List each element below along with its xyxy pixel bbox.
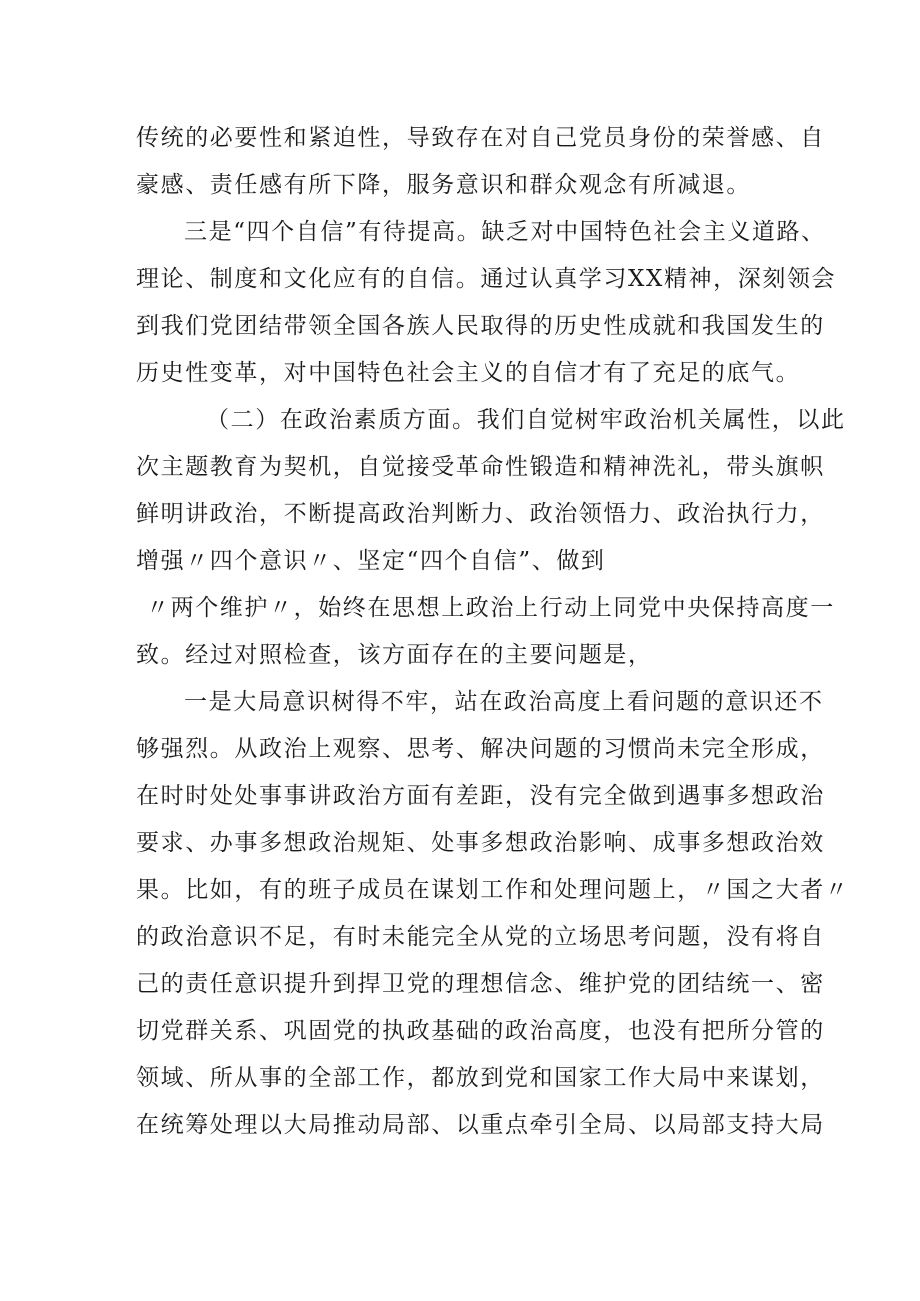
text-line: 致。经过对照检查，该方面存在的主要问题是，	[136, 642, 653, 668]
text-line: 够强烈。从政治上观察、思考、解决问题的习惯尚未完全形成，	[136, 736, 825, 762]
text-line: 己的责任意识提升到捍卫党的理想信念、维护党的团结统一、密	[136, 971, 825, 997]
text-line: 鲜明讲政治，不断提高政治判断力、政治领悟力、政治执行力，	[136, 501, 825, 527]
text-line: 传统的必要性和紧迫性，导致存在对自己党员身份的荣誉感、自	[136, 125, 825, 151]
text-line: 理论、制度和文化应有的自信。通过认真学习XX精神，深刻领会	[136, 266, 837, 292]
paragraph-start-line: 三是“四个自信”有待提高。缺乏对中国特色社会主义道路、	[184, 219, 826, 245]
text-line: 切党群关系、巩固党的执政基础的政治高度，也没有把所分管的	[136, 1018, 825, 1044]
text-line: 领域、所从事的全部工作，都放到党和国家工作大局中来谋划，	[136, 1065, 825, 1091]
text-line: 要求、办事多想政治规矩、处事多想政治影响、成事多想政治效	[136, 830, 825, 856]
section-heading-line: （二）在政治素质方面。我们自觉树牢政治机关属性，以此	[206, 407, 846, 433]
text-line: 豪感、责任感有所下降，服务意识和群众观念有所减退。	[136, 172, 751, 198]
text-line: 次主题教育为契机，自觉接受革命性锻造和精神洗礼，带头旗帜	[136, 454, 825, 480]
text-line: 在统筹处理以大局推动局部、以重点牵引全局、以局部支持大局	[136, 1112, 825, 1138]
text-line: 的政治意识不足，有时未能完全从党的立场思考问题，没有将自	[136, 924, 825, 950]
paragraph-start-line: 一是大局意识树得不牢，站在政治高度上看问题的意识还不	[184, 689, 824, 715]
text-line: 在时时处处事事讲政治方面有差距，没有完全做到遇事多想政治	[136, 783, 825, 809]
text-line: 历史性变革，对中国特色社会主义的自信才有了充足的底气。	[136, 360, 801, 386]
text-line: 果。比如，有的班子成员在谋划工作和处理问题上，〃国之大者〃	[136, 877, 850, 903]
text-line: 〃两个维护〃，始终在思想上政治上行动上同党中央保持高度一	[146, 595, 835, 621]
text-line: 到我们党团结带领全国各族人民取得的历史性成就和我国发生的	[136, 313, 825, 339]
text-line: 增强〃四个意识〃、坚定“四个自信”、做到	[136, 548, 606, 574]
